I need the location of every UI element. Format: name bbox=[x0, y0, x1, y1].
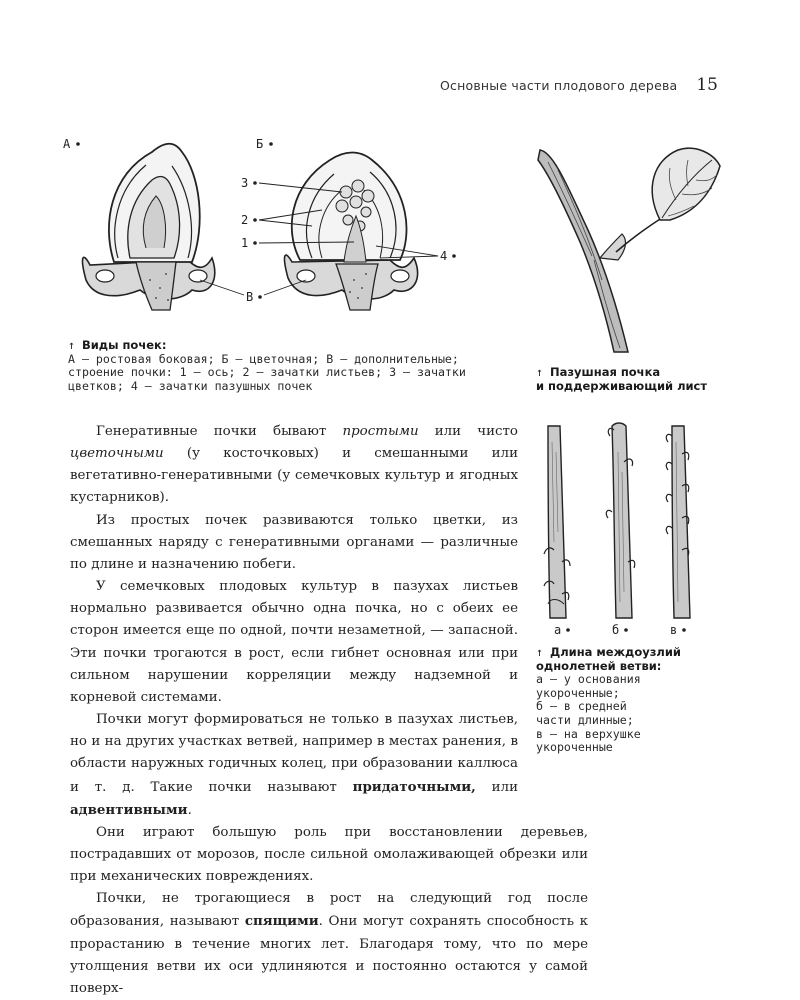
growth-bud-drawing bbox=[83, 144, 215, 310]
label-part-1: 1 bbox=[241, 236, 249, 250]
bud-types-figure bbox=[60, 130, 470, 315]
paragraph-6: Почки, не трогающиеся в рост на следующий год после образования, называют спящими. Они могут сохранять способность к прорастанию в течение многих лет. Благодаря тому, что по мере утолщения ветви их оси удлиняются и постоянно остаются у самой поверх- bbox=[70, 891, 588, 996]
axillary-bud-figure bbox=[536, 140, 726, 355]
internode-caption-line-2: однолетней ветви: bbox=[536, 658, 662, 673]
paragraph-3: У семечковых плодовых культур в пазухах листьев нормально развивается обычно одна почка, но с обеих ее сторон имеется еще по одной, почти незаметной, — запасной. Эти почки трогаются в рост, если гибнет основная или при сильном нарушении корреляции между надземной и корневой системами. bbox=[70, 579, 518, 705]
label-b: Б bbox=[256, 137, 264, 151]
internode-caption: ↑ Длина междоузлий однолетней ветви: а — у основания укороченные; б — в средней части длинные; в — на верхушке укороченные bbox=[536, 645, 681, 755]
internode-caption-line-1: Длина междоузлий bbox=[549, 645, 681, 659]
bud-types-caption: ↑ Виды почек: А — ростовая боковая; Б — цветочная; В — дополнительные; строение почки: 1 — ось; 2 — зачатки листьев; 3 — зачатки цветков; 4 — зачатки пазушных почек bbox=[68, 338, 466, 393]
axillary-bud-caption-line-2: и поддерживающий лист bbox=[536, 378, 708, 393]
twig-a bbox=[544, 426, 570, 618]
label-part-3: 3 bbox=[241, 176, 249, 190]
label-part-4: 4 bbox=[440, 249, 448, 263]
internode-figure bbox=[536, 422, 716, 637]
label-twig-a: а bbox=[554, 623, 562, 637]
chapter-title: Основные части плодового дерева bbox=[440, 78, 678, 93]
running-head bbox=[440, 76, 720, 98]
paragraph-4: Почки могут формироваться не только в пазухах листьев, но и на других участках ветвей, например в местах ранения, в области наружных годичных колец, при образовании каллюса и т. д. Такие почки называют придаточными, или адвентивными. bbox=[70, 712, 518, 818]
axillary-bud-caption-line-1: Пазушная почка bbox=[549, 365, 661, 379]
axillary-bud-caption: ↑ Пазушная почка и поддерживающий лист bbox=[536, 365, 708, 393]
label-a: А bbox=[63, 137, 71, 151]
label-twig-c: в bbox=[670, 623, 678, 637]
paragraph-2: Из простых почек развиваются только цветки, из смешанных наряду с генеративными органами — различные по длине и назначению побеги. bbox=[70, 512, 518, 572]
body-text bbox=[70, 421, 588, 1000]
twig-c bbox=[666, 426, 690, 618]
label-twig-b: б bbox=[612, 623, 620, 637]
paragraph-5: Они играют большую роль при восстановлении деревьев, пострадавших от морозов, после сильной омолаживающей обрезки или при механических повреждениях. bbox=[70, 824, 588, 885]
bud-types-caption-title: Виды почек: bbox=[81, 338, 167, 352]
twig-b bbox=[606, 423, 634, 618]
flower-bud-drawing bbox=[285, 153, 418, 311]
label-v: В bbox=[246, 290, 254, 304]
paragraph-1: Генеративные почки бывают простыми или чисто цветочными (у косточковых) и смешанными или вегетативно-генеративными (у семечковых культур и ягодных кустарников). bbox=[70, 424, 518, 506]
page-number: 15 bbox=[696, 75, 718, 95]
label-part-2: 2 bbox=[241, 213, 249, 227]
